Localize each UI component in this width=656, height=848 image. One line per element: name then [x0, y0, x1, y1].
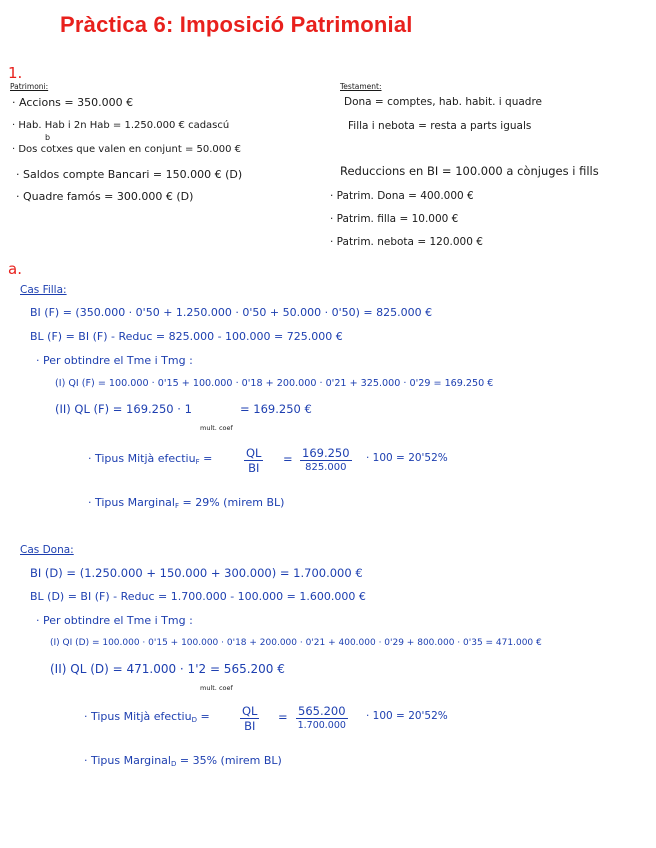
- dona-tme-result: · 100 = 20'52%: [366, 710, 448, 722]
- testament-item-dona: Dona = comptes, hab. habit. i quadre: [344, 96, 542, 108]
- filla-ql-right: = 169.250 €: [240, 402, 312, 416]
- filla-tmg: · Tipus Marginal$_F$ = 29% (mirem BL): [88, 496, 285, 510]
- dona-ql-coef: mult. coef: [200, 684, 233, 692]
- part-a-label: a.: [8, 260, 22, 278]
- patrimoni-item-habitatges: · Hab. Hab i 2n Hab = 1.250.000 € cadascú: [12, 120, 230, 131]
- patrimoni-item-quadre: · Quadre famós = 300.000 € (D): [16, 190, 194, 203]
- dona-tmg: · Tipus Marginal$_D$ = 35% (mirem BL): [84, 754, 282, 768]
- cas-dona-heading: Cas Dona:: [20, 544, 74, 556]
- filla-per: · Per obtindre el Tme i Tmg :: [36, 354, 193, 367]
- filla-equals: =: [283, 452, 293, 466]
- b-mark: b: [45, 133, 51, 142]
- filla-ql-left: (II) QL (F) = 169.250 · 1: [55, 402, 192, 416]
- patrim-filla: · Patrim. filla = 10.000 €: [330, 213, 459, 225]
- dona-qi: (I) QI (D) = 100.000 · 0'15 + 100.000 · 0'18 + 200.000 · 0'21 + 400.000 · 0'29 + 800.000 · 0'35 = 471.000 €: [50, 638, 542, 648]
- filla-bi: BI (F) = (350.000 · 0'50 + 1.250.000 · 0'50 + 50.000 · 0'50) = 825.000 €: [30, 306, 433, 319]
- dona-bl: BL (D) = BI (F) - Reduc = 1.700.000 - 100.000 = 1.600.000 €: [30, 590, 366, 603]
- patrim-nebota: · Patrim. nebota = 120.000 €: [330, 236, 483, 248]
- filla-frac-ql-bi: $\frac{QL}{BI}$: [246, 446, 262, 475]
- dona-bi: BI (D) = (1.250.000 + 150.000 + 300.000) = 1.700.000 €: [30, 566, 363, 580]
- filla-ql-coef: mult. coef: [200, 424, 233, 432]
- testament-item-filla: Filla i nebota = resta a parts iguals: [348, 120, 532, 132]
- section-number: 1.: [8, 64, 23, 82]
- patrimoni-item-saldos: · Saldos compte Bancari = 150.000 € (D): [16, 168, 243, 181]
- page-title: Pràctica 6: Imposició Patrimonial: [60, 12, 413, 37]
- testament-heading: Testament:: [340, 82, 382, 91]
- cas-filla-heading: Cas Filla:: [20, 284, 67, 296]
- filla-frac-values: $\frac{169.250}{825.000}$: [302, 446, 350, 473]
- filla-tme-result: · 100 = 20'52%: [366, 452, 448, 464]
- dona-tme-label: · Tipus Mitjà efectiu$_D$ =: [84, 710, 210, 724]
- dona-per: · Per obtindre el Tme i Tmg :: [36, 614, 193, 627]
- dona-equals: =: [278, 710, 288, 724]
- dona-frac-values: 565.200 1.700.000: [297, 704, 346, 731]
- reductions-text: Reduccions en BI = 100.000 a cònjuges i fills: [340, 164, 599, 178]
- filla-qi: (I) QI (F) = 100.000 · 0'15 + 100.000 · 0'18 + 200.000 · 0'21 + 325.000 · 0'29 = 169.250 €: [55, 378, 494, 389]
- patrimoni-item-cotxes: · Dos cotxes que valen en conjunt = 50.000 €: [12, 144, 242, 155]
- filla-bl: BL (F) = BI (F) - Reduc = 825.000 - 100.000 = 725.000 €: [30, 330, 343, 343]
- dona-ql: (II) QL (D) = 471.000 · 1'2 = 565.200 €: [50, 662, 285, 676]
- patrimoni-item-accions: · Accions = 350.000 €: [12, 96, 134, 109]
- patrimoni-heading: Patrimoni:: [10, 82, 49, 91]
- filla-tme-label: · Tipus Mitjà efectiu$_F$ =: [88, 452, 213, 466]
- patrim-dona: · Patrim. Dona = 400.000 €: [330, 190, 474, 202]
- dona-frac-ql-bi: $\frac{QL}{BI}$: [242, 704, 258, 733]
